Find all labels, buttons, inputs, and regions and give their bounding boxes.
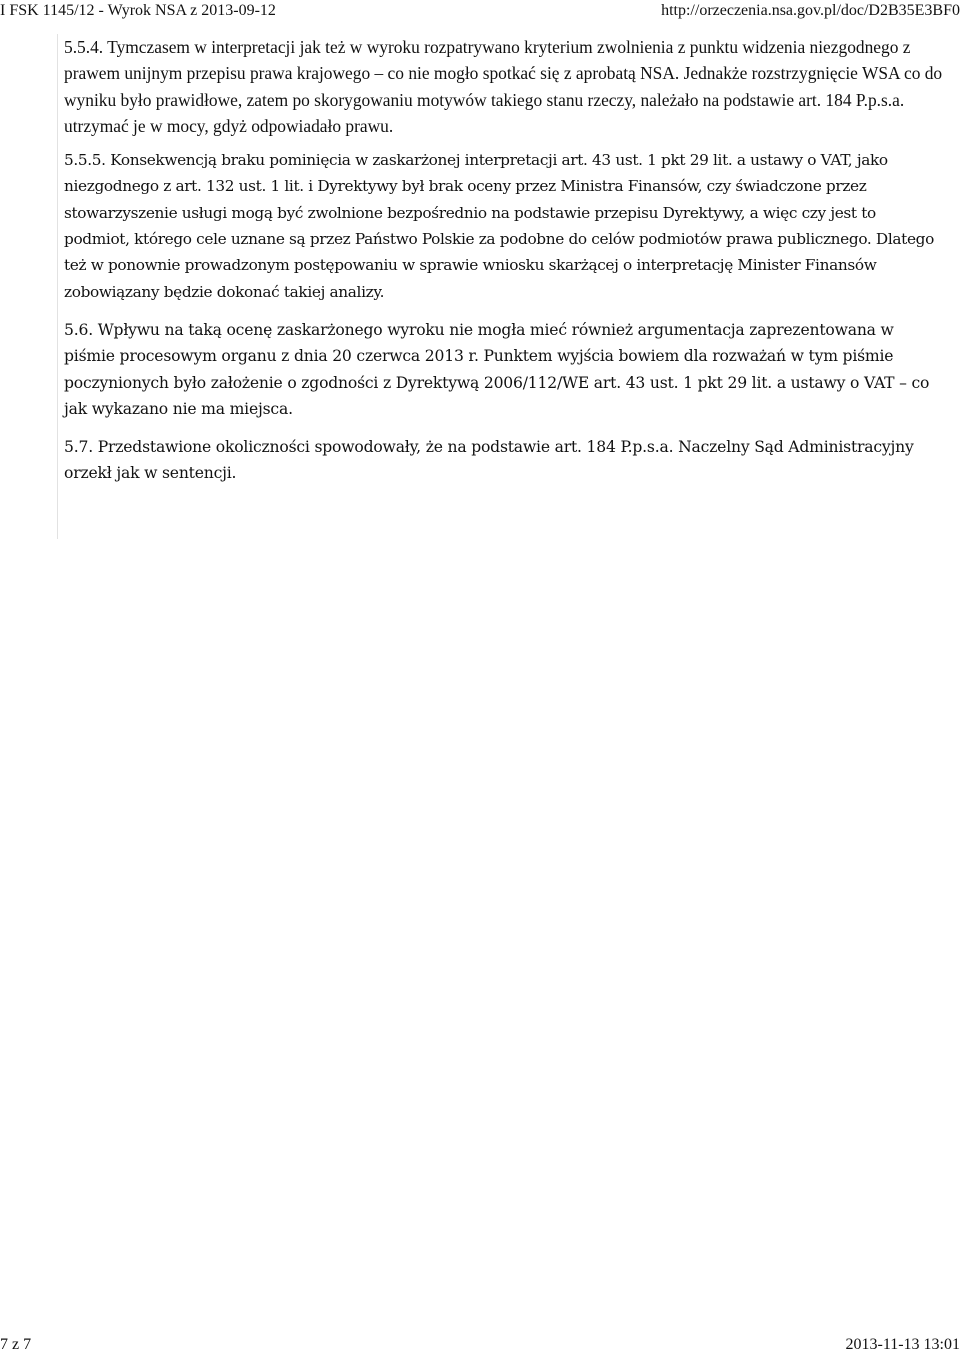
print-timestamp: 2013-11-13 13:01 <box>845 1336 960 1353</box>
judgment-text <box>57 34 945 539</box>
paragraph-5-5-5: 5.5.5. Konsekwencją braku pominięcia w zaskarżonej interpretacji art. 43 ust. 1 pkt 29 lit. a ustawy o VAT, jako niezgodnego z art. 132 ust. 1 lit. i Dyrektywy był brak oceny przez Ministra Finansów, czy świadczone przez stowarzyszenie usługi mogą być zwolnione bezpośrednio na podstawie przepisu Dyrektywy, a więc czy jest to podmiot, którego cele uznane są przez Państwo Polskie za podobne do celów podmiotów prawa publicznego. Dlatego też w ponownie prowadzonym postępowaniu w sprawie wniosku skarżącej o interpretację Minister Finansów zobowiązany będzie dokonać takiej analizy. <box>64 151 934 301</box>
paragraph-5-5-4: 5.5.4. Tymczasem w interpretacji jak też w wyroku rozpatrywano kryterium zwolnienia z punktu widzenia niezgodnego z prawem unijnym przepisu prawa krajowego – co nie mogło spotkać się z aprobatą NSA. Jednakże rozstrzygnięcie WSA co do wyniku było prawidłowe, zatem po skorygowaniu motywów takiego stanu rzeczy, należało na podstawie art. 184 P.p.s.a. utrzymać je w mocy, gdyż odpowiadało prawu. <box>64 37 943 136</box>
document-url: http://orzeczenia.nsa.gov.pl/doc/D2B35E3BF0 <box>661 2 960 19</box>
document-title: I FSK 1145/12 - Wyrok NSA z 2013-09-12 <box>0 2 276 19</box>
paragraph-5-6: 5.6. Wpływu na taką ocenę zaskarżonego wyroku nie mogła mieć również argumentacja zaprezentowana w piśmie procesowym organu z dnia 20 czerwca 2013 r. Punktem wyjścia bowiem dla rozważań w tym piśmie poczynionych było założenie o zgodności z Dyrektywą 2006/112/WE art. 43 ust. 1 pkt 29 lit. a ustawy o VAT – co jak wykazano nie ma miejsca. <box>64 320 930 418</box>
paragraph-5-7: 5.7. Przedstawione okoliczności spowodowały, że na podstawie art. 184 P.p.s.a. Naczelny Sąd Administracyjny orzekł jak w sentencji. <box>64 438 914 483</box>
page-number: 7 z 7 <box>0 1336 32 1353</box>
